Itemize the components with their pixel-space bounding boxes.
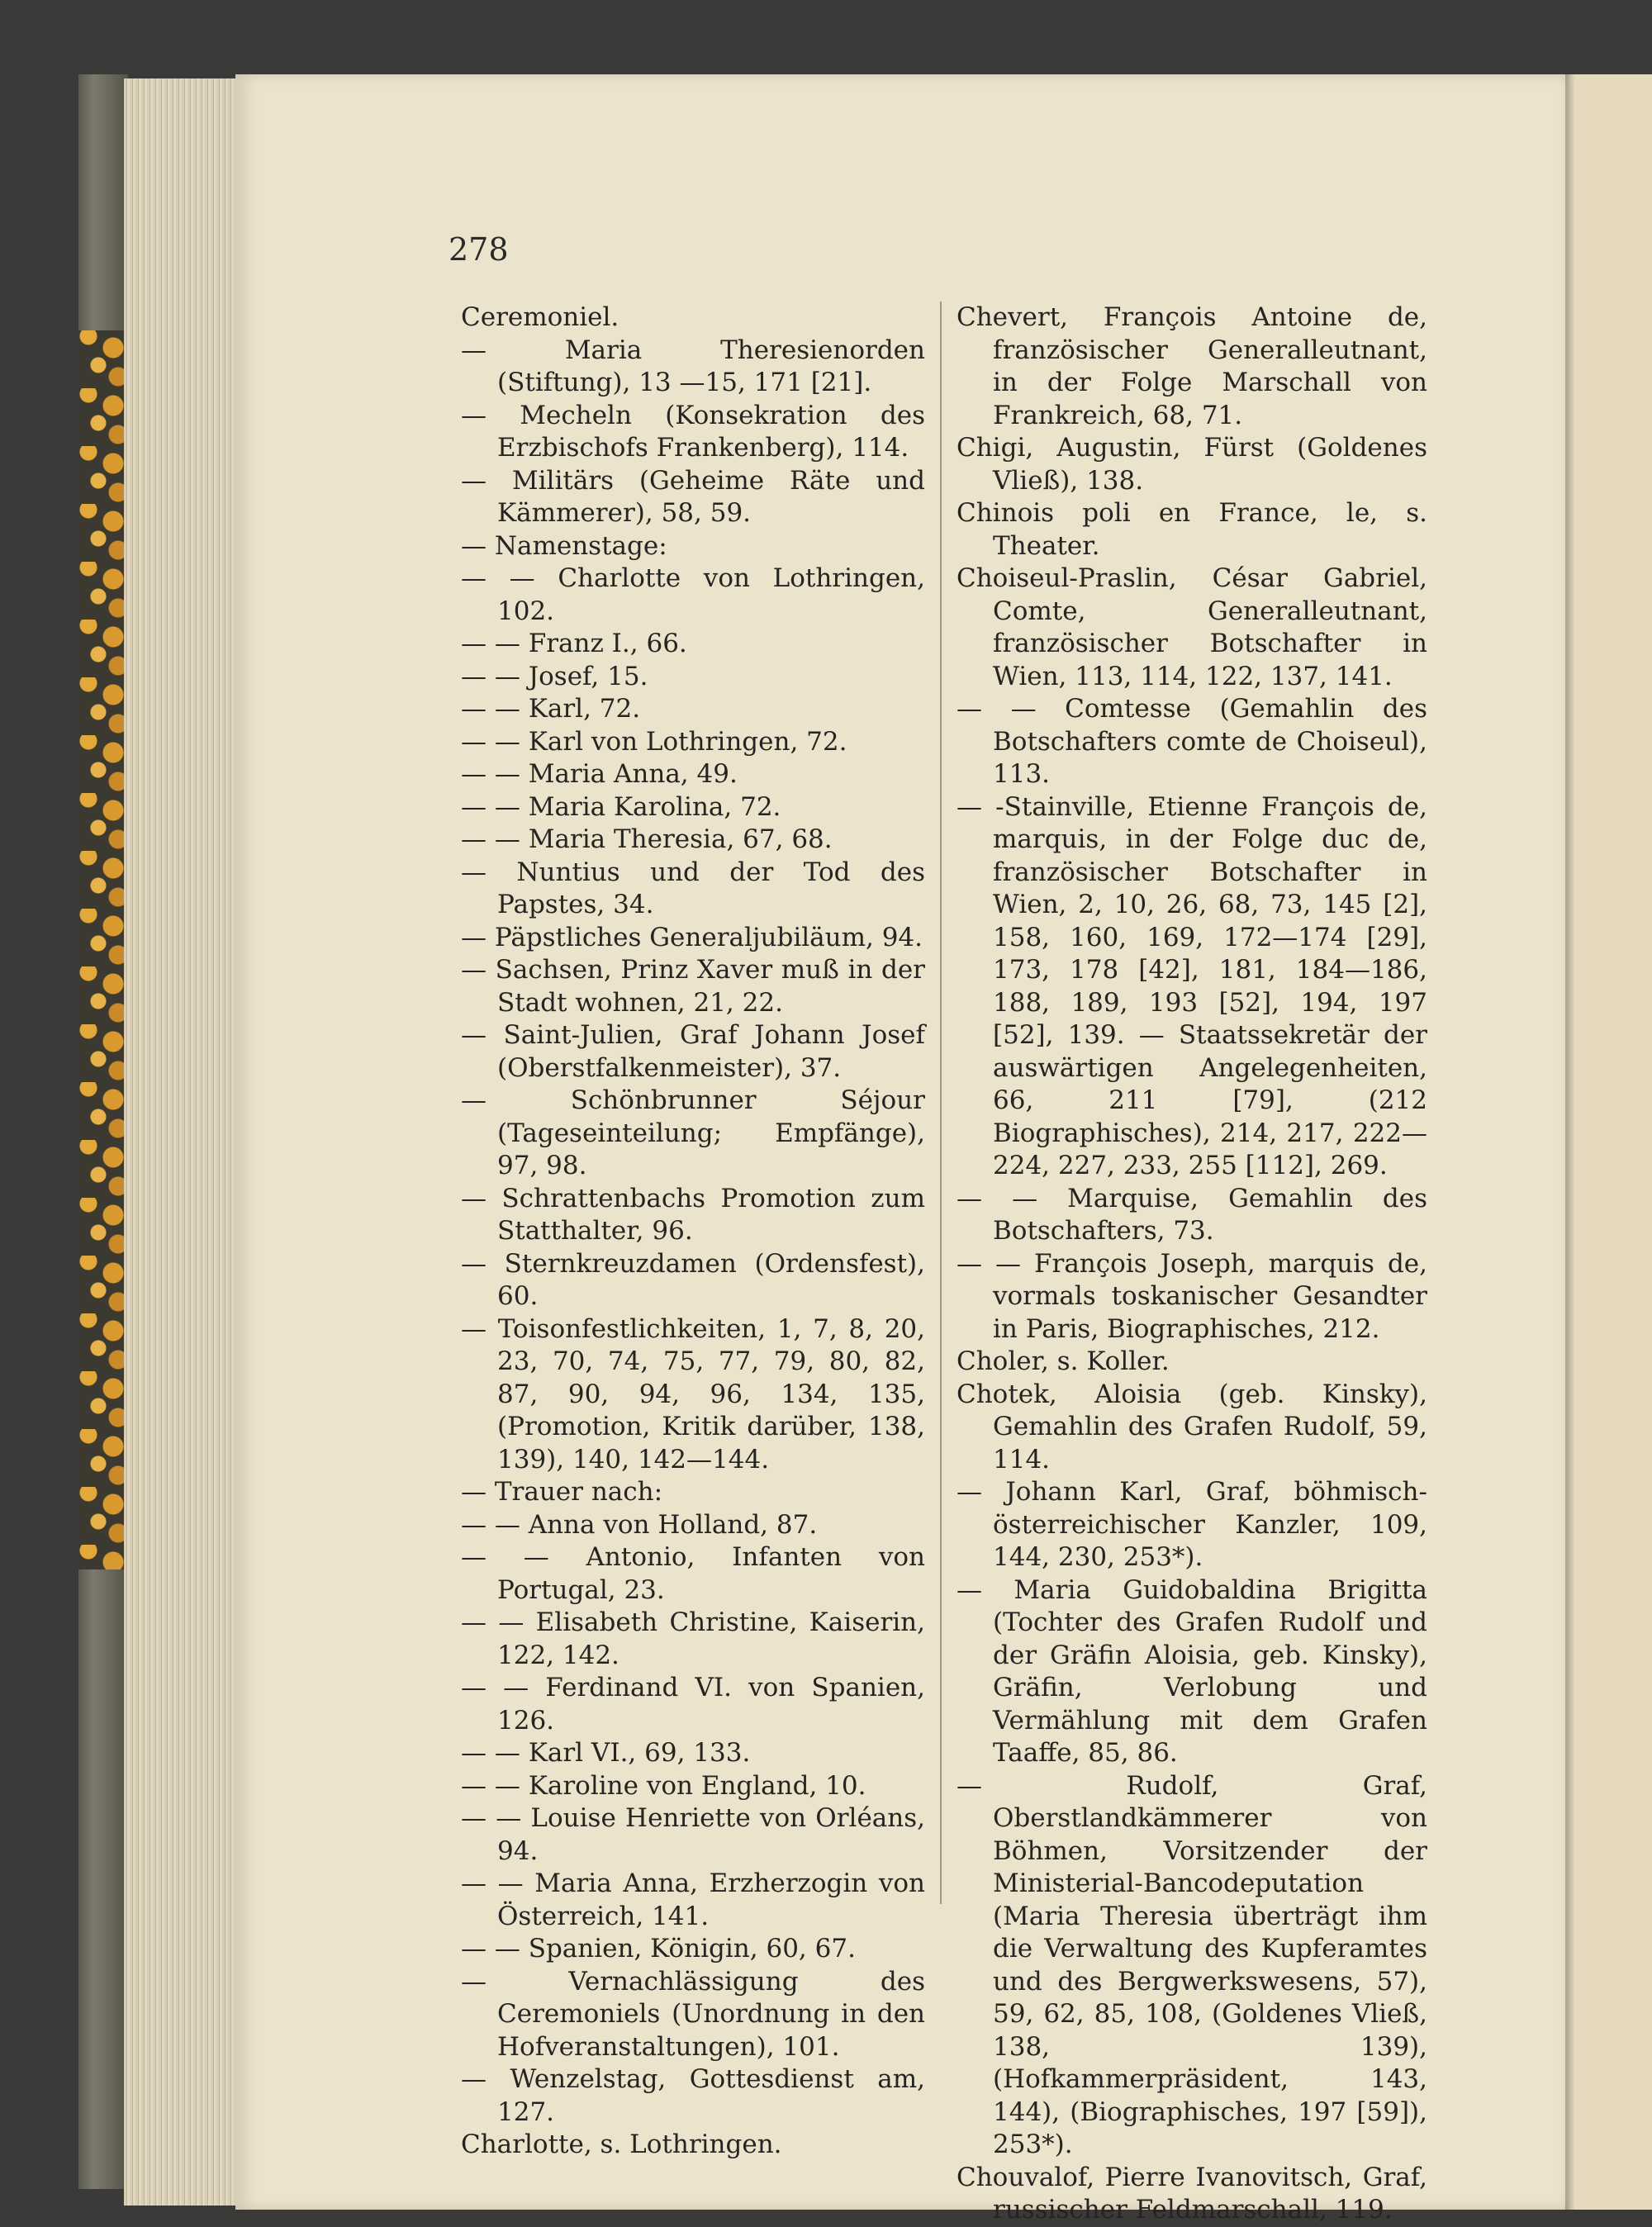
- index-entry: — Vernachlässigung des Ceremoniels (Unordnung in den Hofveranstaltungen), 101.: [461, 1966, 925, 2062]
- index-entry: — Schönbrunner Séjour (Tageseinteilung; Empfänge), 97, 98.: [461, 1085, 925, 1180]
- index-entry: — — Maria Anna, Erzherzogin von Österreich, 141.: [461, 1868, 925, 1931]
- index-entry: — Maria Guidobaldina Brigitta (Tochter des Grafen Rudolf und der Gräfin Aloisia, geb. Kinsky), Gräfin, Verlobung und Vermählung mit dem Grafen Taaffe, 85, 86.: [957, 1574, 1427, 1768]
- index-entry: — Nuntius und der Tod des Papstes, 34.: [461, 857, 925, 919]
- index-entry: — Sachsen, Prinz Xaver muß in der Stadt wohnen, 21, 22.: [461, 955, 925, 1018]
- index-entry: — — Antonio, Infanten von Portugal, 23.: [461, 1542, 925, 1605]
- index-entry: — — Karoline von England, 10.: [461, 1770, 866, 1801]
- index-entry: — Toisonfestlichkeiten, 1, 7, 8, 20, 23, 70, 74, 75, 77, 79, 80, 82, 87, 90, 94, 96, 134, 135, (Promotion, Kritik darüber, 138, 139), 140, 142—144.: [461, 1313, 925, 1474]
- index-entry: — Wenzelstag, Gottesdienst am, 127.: [461, 2064, 925, 2127]
- marbled-cover: [78, 330, 128, 1569]
- index-entry: Charlotte, s. Lothringen.: [461, 2130, 782, 2159]
- index-entry: — — Josef, 15.: [461, 661, 648, 691]
- index-entry: Choiseul-Praslin, César Gabriel, Comte, Generalleutnant, französischer Botschafter in Wien, 113, 114, 122, 137, 141.: [957, 563, 1427, 691]
- index-entry: — — Karl von Lothringen, 72.: [461, 726, 847, 757]
- index-entry: — — Charlotte von Lothringen, 102.: [461, 563, 925, 626]
- index-entry: — Sternkreuzdamen (Ordensfest), 60.: [461, 1248, 925, 1311]
- index-entry: — Rudolf, Graf, Oberstlandkämmerer von Böhmen, Vorsitzender der Ministerial-Bancodeputation (Maria Theresia überträgt ihm die Verwaltung des Kupferamtes und des Bergwerkswesens, 57), 59, 62, 85, 108, (Goldenes Vließ, 138, 139), (Hofkammerpräsident, 143, 144), (Biographisches, 197 [59]), 253*).: [957, 1770, 1427, 2159]
- index-entry: — Schrattenbachs Promotion zum Statthalter, 96.: [461, 1183, 925, 1246]
- page-number: 278: [449, 231, 509, 268]
- index-entry: — Saint-Julien, Graf Johann Josef (Oberstfalkenmeister), 37.: [461, 1020, 925, 1083]
- index-column-left: [461, 302, 925, 2162]
- index-entry: — — François Joseph, marquis de, vormals toskanischer Gesandter in Paris, Biographisches, 212.: [957, 1248, 1427, 1344]
- column-divider: [940, 302, 942, 1904]
- index-entry: — — Karl, 72.: [461, 694, 641, 724]
- index-entry: — — Anna von Holland, 87.: [461, 1509, 818, 1540]
- index-entry: — — Maria Anna, 49.: [461, 759, 738, 789]
- index-entry: — Maria Theresienorden (Stiftung), 13 —15, 171 [21].: [461, 335, 925, 397]
- index-entry: Choler, s. Koller.: [957, 1346, 1170, 1376]
- index-entry: — — Marquise, Gemahlin des Botschafters, 73.: [957, 1183, 1427, 1246]
- index-entry: — — Louise Henriette von Orléans, 94.: [461, 1803, 925, 1866]
- gutter-shadow: [1565, 74, 1575, 2210]
- index-entry: — Päpstliches Generaljubiläum, 94.: [461, 922, 923, 952]
- index-entry: — — Ferdinand VI. von Spanien, 126.: [461, 1673, 925, 1736]
- index-entry: Chouvalof, Pierre Ivanovitsch, Graf, russischer Feldmarschall, 119.: [957, 2162, 1427, 2225]
- index-entry: — — Spanien, Königin, 60, 67.: [461, 1934, 856, 1963]
- index-entry: — Mecheln (Konsekration des Erzbischofs Frankenberg), 114.: [461, 400, 925, 463]
- index-entry: — Johann Karl, Graf, böhmisch-österreichischer Kanzler, 109, 144, 230, 253*).: [957, 1477, 1427, 1572]
- index-entry: Chinois poli en France, le, s. Theater.: [957, 498, 1427, 561]
- index-entry: Chigi, Augustin, Fürst (Goldenes Vließ), 138.: [957, 433, 1427, 496]
- index-entry: — — Maria Theresia, 67, 68.: [461, 824, 833, 854]
- index-entry: Ceremoniel.: [461, 302, 620, 332]
- index-column-right: [957, 302, 1427, 2227]
- index-entry: — — Karl VI., 69, 133.: [461, 1738, 751, 1768]
- index-entry: — Trauer nach:: [461, 1477, 663, 1507]
- index-entry: — Militärs (Geheime Räte und Kämmerer), 58, 59.: [461, 465, 925, 528]
- index-entry: — Namenstage:: [461, 530, 667, 561]
- index-entry: Chevert, François Antoine de, französischer Generalleutnant, in der Folge Marschall von Frankreich, 68, 71.: [957, 302, 1427, 430]
- index-entry: Chotek, Aloisia (geb. Kinsky), Gemahlin des Grafen Rudolf, 59, 114.: [957, 1379, 1427, 1474]
- index-entry: — — Franz I., 66.: [461, 629, 687, 658]
- index-entry: — -Stainville, Etienne François de, marquis, in der Folge duc de, französischer Botschafter in Wien, 2, 10, 26, 68, 73, 145 [2], 158, 160, 169, 172—174 [29], 173, 178 [42], 181, 184—186, 188, 189, 193 [52], 194, 197 [52], 139. — Staatssekretär der auswärtigen Angelegenheiten, 66, 211 [79], (212 Biographisches), 214, 217, 222—224, 227, 233, 255 [112], 269.: [957, 791, 1427, 1180]
- page-edges: [124, 78, 240, 2206]
- next-page-edge: [1569, 74, 1652, 2210]
- index-entry: — — Maria Karolina, 72.: [461, 791, 781, 822]
- index-entry: — — Comtesse (Gemahlin des Botschafters comte de Choiseul), 113.: [957, 694, 1427, 789]
- index-entry: — — Elisabeth Christine, Kaiserin, 122, 142.: [461, 1607, 925, 1670]
